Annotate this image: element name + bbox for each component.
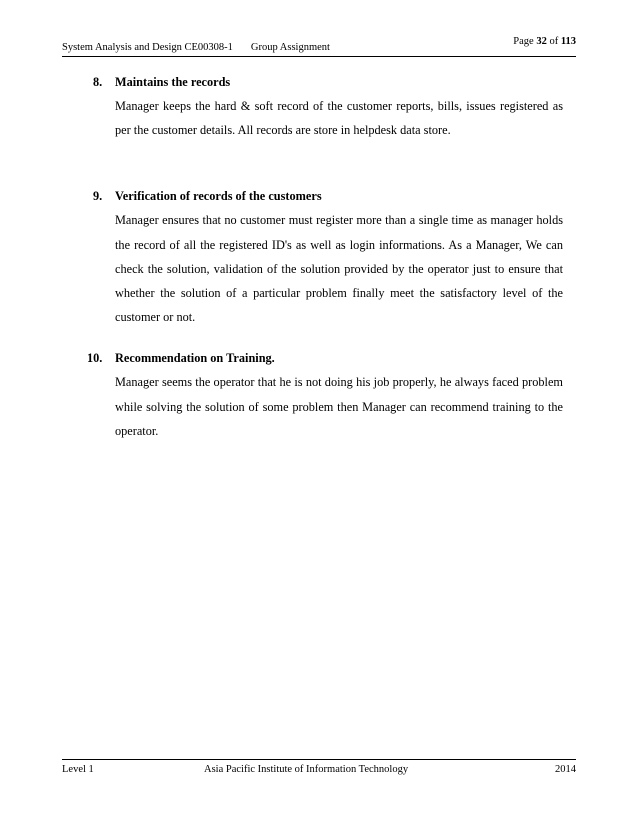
section-recommendation-training — [87, 346, 563, 443]
page-of: of — [549, 36, 559, 47]
section-title: Recommendation on Training. — [115, 351, 275, 366]
page-header — [62, 34, 576, 57]
header-course: System Analysis and Design CE00308-1 — [62, 42, 233, 53]
section-title: Verification of records of the customers — [115, 189, 322, 204]
footer-year: 2014 — [555, 764, 576, 775]
section-verification-records — [93, 184, 563, 329]
section-heading — [87, 346, 563, 370]
footer-institute: Asia Pacific Institute of Information Technology — [204, 764, 409, 775]
section-number: 10. — [87, 351, 103, 366]
section-heading — [93, 70, 563, 94]
section-heading — [93, 184, 563, 208]
section-paragraph: Manager keeps the hard & soft record of the customer reports, bills, issues registered as per the customer details. All records are store in helpdesk data store. — [115, 99, 563, 138]
header-assignment: Group Assignment — [250, 42, 330, 53]
section-number: 9. — [93, 189, 103, 204]
footer-level: Level 1 — [62, 764, 94, 775]
section-maintains-records — [93, 70, 563, 142]
page-number: 32 — [536, 36, 547, 47]
page-footer — [62, 759, 576, 778]
page-indicator — [513, 36, 576, 47]
header-left — [62, 42, 330, 53]
section-paragraph: Manager ensures that no customer must register more than a single time as manager holds the record of all the registered ID's as well as login informations. As a Manager, We can check the solution, validation of the solution provided by the operator just to ensure that whether the solution of a particular problem finally meet the satisfactory level of the customer or not. — [115, 213, 563, 325]
page-prefix: Page — [513, 36, 534, 47]
section-number: 8. — [93, 75, 103, 89]
section-paragraph: Manager seems the operator that he is not doing his job properly, he always faced problem while solving the solution of some problem then Manager can recommend training to the operator. — [115, 375, 563, 438]
page-total: 113 — [560, 36, 576, 47]
document-body — [87, 70, 563, 443]
section-title: Maintains the records — [115, 75, 231, 89]
